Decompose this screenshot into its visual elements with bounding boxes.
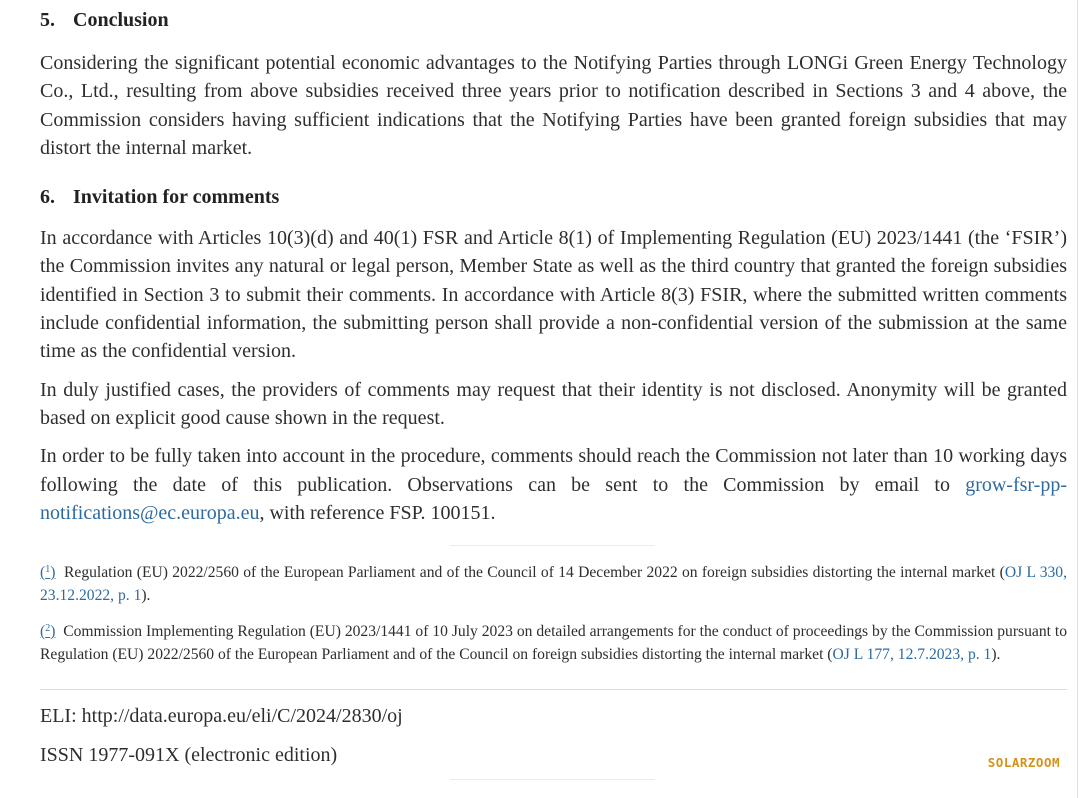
issn-line: ISSN 1977-091X (electronic edition) <box>40 744 338 766</box>
section-6-title: Invitation for comments <box>73 186 280 209</box>
section-6-paragraph-2: In duly justified cases, the providers of comments may request that their identity is not disclosed. Anonymity will be granted based on explicit good cause shown in the request. <box>40 378 1067 429</box>
eli-line: ELI: http://data.europa.eu/eli/C/2024/2830/oj <box>40 705 403 727</box>
document-body <box>40 0 1067 527</box>
section-5-paragraph: Considering the significant potential economic advantages to the Notifying Parties through LONGi Green Energy Technology Co., Ltd., resulting from above subsidies received three years prior to notification described in Sections 3 and 4 above, the Commission considers having sufficient indications that the Notifying Parties have been granted foreign subsidies that may distort the internal market. <box>40 52 1067 159</box>
watermark: SOLARZOOM <box>987 755 1060 770</box>
section-6-paragraph-1: In accordance with Articles 10(3)(d) and 40(1) FSR and Article 8(1) of Implementing Regulation (EU) 2023/1441 (the ‘FSIR’) the Commission invites any natural or legal person, Member State as well as the third country that granted the foreign subsidies identified in Section 3 to submit their comments. In accordance with Article 8(3) FSIR, where the submitted written comments include confidential information, the submitting person shall provide a non-confidential version of the submission at the same time as the confidential version. <box>40 227 1067 363</box>
footnote-2-close: ). <box>991 645 1001 663</box>
footnote-1-marker[interactable]: ($^1$) <box>40 564 56 581</box>
footnote-separator <box>450 545 655 546</box>
footer-divider <box>40 689 1067 690</box>
footnote-1-close: ). <box>141 586 151 604</box>
footnote-1-text: Regulation (EU) 2022/2560 of the European Parliament and of the Council of 14 December 2022 on foreign subsidies distorting the internal market ( <box>64 564 1005 581</box>
section-6-number: 6. <box>40 186 55 209</box>
page-edge <box>1077 0 1078 798</box>
footnotes <box>40 559 1067 666</box>
section-6-heading <box>40 184 1067 210</box>
section-5-title: Conclusion <box>73 9 169 31</box>
footnote-1 <box>40 559 1067 607</box>
email-link[interactable]: grow-fsr-pp-notifications@ec.europa.eu <box>40 473 1067 524</box>
footnote-2-marker[interactable]: ($^2$) <box>40 623 56 640</box>
footnote-2 <box>40 618 1067 666</box>
section-6-paragraph-3 <box>40 442 1067 527</box>
paragraph-3-text: In order to be fully taken into account in the procedure, comments should reach the Commission not later than 10 working days following the date of this publication. Observations can be sent to the Commission by email to <box>40 445 1067 496</box>
section-5-heading <box>40 7 1067 33</box>
footnote-1-oj-link[interactable]: OJ L 330, 23.12.2022, p. 1 <box>40 564 1067 604</box>
footnote-2-oj-link[interactable]: OJ L 177, 12.7.2023, p. 1 <box>832 645 992 663</box>
bottom-separator <box>450 779 655 780</box>
paragraph-3-reference: , with reference FSP. 100151. <box>259 501 496 524</box>
section-5-number: 5. <box>40 9 55 31</box>
footnote-2-text: Commission Implementing Regulation (EU) 2023/1441 of 10 July 2023 on detailed arrangements for the conduct of proceedings by the Commission pursuant to Regulation (EU) 2022/2560 of the European Parliament and of the Council on foreign subsidies distorting the internal market ( <box>40 623 1068 663</box>
